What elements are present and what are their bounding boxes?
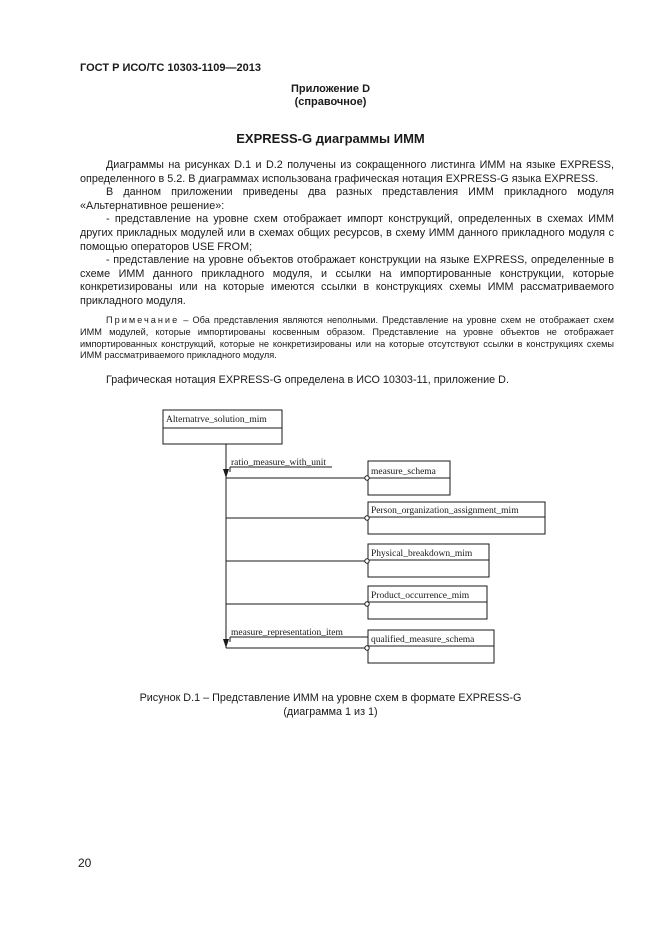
notation-line: Графическая нотация EXPRESS-G определена в ИСО 10303-11, приложение D. [106,374,509,386]
annex-subtitle: (справочное) [294,96,367,108]
use-relation-label: ratio_measure_with_unit [231,458,326,468]
figure-caption: Рисунок D.1 – Представление ИММ на уровне схем в формате EXPRESS-G [139,692,522,704]
connector-circle [365,646,369,650]
paragraph-4: - представление на уровне объектов отображает конструкции на языке EXPRESS, определенные в схеме ИММ данного прикладного модуля, и ссылки на импортированные конструкции, которые конкретизированы или на которые имеются ссылки в конструкциях схемы ИММ рассматриваемого прикладного модуля. [80,254,614,307]
note-text: Оба представления являются неполными. Представление на уровне схем не отображает схем ИММ модулей, которые импортированы косвенным образом. Представление на уровне объектов не отображает импортированных конструкций, которые не конкретизированы или на которые отсутствуют ссылки в конструкциях схемы ИММ рассматриваемого прикладного модуля. [80,315,615,361]
note-block [80,315,614,362]
page-number: 20 [78,856,92,870]
schema-label-qualified-measure: qualified_measure_schema [371,635,475,645]
annex-title: Приложение D [290,83,371,95]
note-dash: – [183,315,189,325]
arrow-down-icon [223,639,229,648]
schema-label-physical-breakdown: Physical_breakdown_mim [371,549,473,559]
paragraph-1: Диаграммы на рисунках D.1 и D.2 получены из сокращенного листинга ИММ на языке EXPRESS, определенного в 5.2. В диаграммах использована графическая нотация EXPRESS-G языка EXPRESS. [80,159,614,185]
paragraph-2: В данном приложении приведены два разных представления ИММ прикладного модуля «Альтернативное решение»: [80,186,614,212]
arrow-down-icon [223,469,229,478]
connector-circle [365,476,369,480]
main-schema-label: Alternatrve_solution_mim [166,415,267,425]
connector-circle [365,559,369,563]
express-g-diagram [150,400,570,680]
document-code: ГОСТ Р ИСО/ТС 10303-1109—2013 [80,62,261,74]
schema-label-person-organization: Person_organization_assignment_mim [371,506,519,516]
figure-caption-sub: (диаграмма 1 из 1) [283,706,378,718]
connector-circle [365,602,369,606]
schema-label-product-occurrence: Product_occurrence_mim [371,591,470,601]
paragraph-3: - представление на уровне схем отображает импорт конструкций, определенных в схемах ИММ других прикладных модулей или в схемах общих ресурсов, в схему ИММ данного прикладного модуля с помощью операторов USE FROM; [80,213,614,253]
schema-label-measure: measure_schema [371,467,436,477]
body-text [80,159,614,309]
note-label: Примечание [106,315,180,325]
reference-relation-label: measure_representation_item [231,628,343,638]
connector-circle [365,516,369,520]
section-title: EXPRESS-G диаграммы ИММ [236,131,425,146]
